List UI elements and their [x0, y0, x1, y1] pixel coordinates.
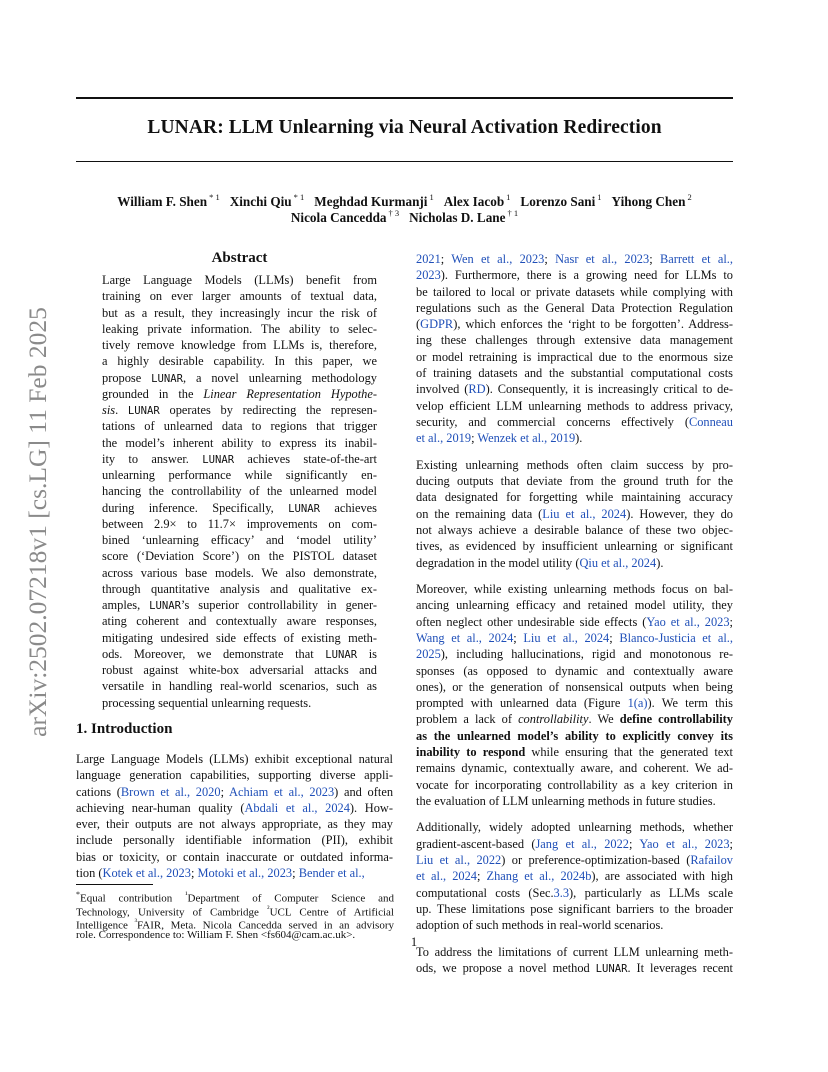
right-column-line: remains dynamic, contextually aware, and coherent. We ad- [416, 761, 733, 776]
right-column-line: ing these challenges through extensive data management [416, 333, 733, 348]
right-column-line: ods, we propose a novel method LUNAR. It leverages recent [416, 960, 733, 975]
page-number: 1 [410, 935, 418, 949]
right-column-line: ancing unlearning efficacy and retained model utility, they [416, 598, 733, 613]
abstract-body [102, 272, 377, 711]
abstract-line: amples, LUNAR’s superior controllability in gener- [102, 598, 377, 612]
right-column-line: regulations such as the General Data Protection Regulation [416, 300, 733, 315]
section-heading-introduction: 1. Introduction [76, 721, 173, 737]
right-column-line: ducing outputs that deviate from the ground truth for the [416, 474, 733, 489]
arxiv-stamp [20, 287, 56, 757]
footnote-line: Technology, University of Cambridge $^{^2}$UCL Centre of Artificial [76, 903, 394, 919]
author-affiliation-mark: 1 [506, 192, 511, 202]
right-column-line: Moreover, while existing unlearning methods focus on bal- [416, 582, 733, 597]
author-name: William F. Shen [117, 194, 208, 209]
abstract-line: hancing the controllability of the unlearned model [102, 484, 377, 499]
intro-line: language generation capabilities, supporting diverse appli- [76, 768, 393, 783]
intro-line: cations (Brown et al., 2020; Achiam et al., 2023) and often [76, 784, 394, 799]
right-column-line: security, and commercial concerns effectively (Conneau [416, 414, 733, 429]
right-column-paragraph [416, 457, 733, 571]
title-rule-top [76, 97, 733, 99]
right-column-line: data designated for forgetting while maintaining accuracy [416, 490, 733, 505]
right-column-paragraph [416, 819, 733, 933]
intro-line: ever, their outputs are not always appropriate, as they may [76, 817, 393, 832]
intro-line: include personally identifiable information (PII), exhibit [76, 833, 393, 848]
paper-title: LUNAR: LLM Unlearning via Neural Activation Redirection [147, 117, 662, 138]
abstract-line: ity to answer. LUNAR achieves state-of-the-art [102, 451, 378, 466]
right-column-line: as the unlearned model’s ability to explicitly convey its [416, 728, 733, 743]
right-column-line: Existing unlearning methods often claim success by pro- [416, 457, 733, 472]
right-column-line: gradient-ascent-based (Jang et al., 2022; Yao et al., 2023; [416, 836, 733, 851]
abstract-line: score (‘Deviation Score’) on the PISTOL dataset [102, 549, 377, 564]
author-name: Nicola Cancedda [290, 210, 387, 225]
right-column-line: 2023). Furthermore, there is a growing need for LLMs to [416, 268, 733, 283]
abstract-line: during inference. Specifically, LUNAR achieves [102, 500, 377, 515]
abstract-line: propose LUNAR, a novel unlearning methodology [102, 370, 377, 385]
abstract-line: ating coherent and contextually aware responses, [102, 614, 377, 629]
author-affiliation-mark: † 3 [388, 208, 400, 218]
footnote-rule [76, 884, 153, 885]
abstract-line: tations of unlearned data to regions that trigger [102, 419, 377, 434]
abstract-line: across various base models. We also demonstrate, [102, 565, 377, 580]
right-column-line: (GDPR), which enforces the ‘right to be forgotten’. Address- [416, 317, 733, 332]
introduction-body [76, 751, 393, 881]
abstract-line: leaking private information. The ability to selec- [102, 321, 377, 336]
author-affiliation-mark: * 1 [293, 192, 305, 202]
abstract-line: grounded in the Linear Representation Hypothe- [102, 386, 377, 401]
footnote-line: role. Correspondence to: William F. Shen <fs604@cam.ac.uk>. [76, 928, 356, 941]
arxiv-id: arXiv:2502.07218v1 [cs.LG] 11 Feb 2025 [23, 307, 52, 737]
right-column-line: Wang et al., 2024; Liu et al., 2024; Blanco-Justicia et al., [416, 630, 733, 645]
abstract-line: ods. Moreover, we demonstrate that LUNAR is [102, 646, 377, 661]
right-column-paragraph [416, 581, 733, 809]
right-column-line: 2021; Wen et al., 2023; Nasr et al., 2023; Barrett et al., [416, 252, 733, 266]
author-affiliation-mark: 1 [597, 192, 602, 202]
intro-line: bias or toxicity, or contain inaccurate or outdated informa- [76, 849, 393, 864]
author-name: Xinchi Qiu [229, 194, 292, 209]
abstract-line: mitigating undesired side effects of existing meth- [102, 630, 377, 645]
intro-line: tion (Kotek et al., 2023; Motoki et al., 2023; Bender et al., [76, 866, 365, 881]
abstract-line: between 2.9× to 11.7× improvements on com- [102, 516, 377, 531]
abstract-line: but as a result, they increasingly incur the risk of [102, 305, 377, 320]
author-name: Nicholas D. Lane [409, 210, 506, 225]
title-rule-bottom [76, 161, 733, 162]
right-column-line: et al., 2024; Zhang et al., 2024b), are associated with high [416, 869, 733, 884]
author-name: Lorenzo Sani [520, 194, 596, 209]
right-column-line: of training datasets and the substantial computational costs [416, 366, 733, 381]
right-column-line: problem a lack of controllability. We define controllability [416, 712, 733, 727]
right-column-line: be tailored to local or private datasets while complying with [416, 284, 733, 299]
abstract-line: tively remove knowledge from LLMs is, therefore, [102, 338, 377, 352]
abstract-line: processing sequential unlearning requests. [102, 695, 312, 710]
right-column-line: inability to respond while ensuring that the generated text [416, 744, 733, 759]
author-affiliation-mark: 2 [687, 192, 692, 202]
abstract-line: sis. LUNAR operates by redirecting the represen- [102, 403, 377, 417]
abstract-line: unlearning performance while significantly en- [102, 468, 377, 482]
right-column [416, 251, 733, 986]
abstract-line: the model’s inherent ability to express its inabil- [102, 435, 377, 450]
right-column-line: To address the limitations of current LLM unlearning meth- [416, 944, 733, 959]
right-column-line: Additionally, widely adopted unlearning methods, whether [416, 820, 733, 835]
abstract-heading: Abstract [211, 250, 268, 266]
right-column-line: or model retraining is impractical due to the enormous size [416, 349, 733, 364]
author-name: Meghdad Kurmanji [314, 194, 428, 209]
abstract-line: Large Language Models (LLMs) benefit from [102, 273, 377, 287]
author-list-line2 [76, 208, 733, 226]
right-column-line: the evaluation of LLM unlearning methods in future studies. [416, 793, 716, 808]
right-column-line: et al., 2019; Wenzek et al., 2019). [416, 431, 583, 446]
right-column-line: tives, as evidenced by insufficient unlearning or significant [416, 539, 733, 554]
footnote-line: *Equal contribution $^{^1}$Department of Computer Science and [76, 890, 394, 905]
intro-line: achieving near-human quality (Abdali et al., 2024). How- [76, 800, 393, 815]
abstract-line: training on ever larger amounts of textual data, [102, 289, 377, 304]
right-column-line: adoption of such methods in real-world scenarios. [416, 918, 664, 933]
right-column-line: prompted with unlearned data (Figure 1(a)). We term this [416, 696, 733, 711]
right-column-line: not always achieve a desirable balance of these two objec- [416, 522, 733, 537]
right-column-paragraph [416, 251, 733, 447]
intro-line: Large Language Models (LLMs) exhibit exceptional natural [76, 752, 393, 766]
right-column-line: vocate for incorporating controllability as a key criterion in [416, 777, 733, 792]
right-column-line: 2025), including hallucinations, rigid and monotonous re- [416, 647, 733, 662]
right-column-line: often neglect other undesirable side effects (Yao et al., 2023; [416, 614, 733, 629]
right-column-line: velop efficient LLM unlearning methods to address privacy, [416, 398, 733, 413]
abstract-line: a highly desirable capability. In this paper, we [102, 354, 377, 369]
author-affiliation-mark: * 1 [209, 192, 220, 202]
right-column-line: ones), or the generation of nonsensical outputs when being [416, 679, 733, 694]
right-column-line: up. These limitations pose significant barriers to the broader [416, 901, 733, 916]
right-column-line: on the remaining data (Liu et al., 2024). However, they do [416, 506, 733, 521]
right-column-line: sponses (as opposed to dynamic and contextually aware [416, 663, 733, 678]
abstract-line: bined ‘unlearning efficacy’ and ‘model utility’ [102, 533, 377, 547]
right-column-line: involved (RD). Consequently, it is increasingly critical to de- [416, 382, 733, 397]
author-affiliation-mark: 1 [429, 192, 434, 202]
right-column-line: computational costs (Sec.3.3), particularly as LLMs scale [416, 885, 733, 900]
abstract-line: robust against white-box adversarial attacks and [102, 663, 377, 677]
right-column-line: Liu et al., 2022) or preference-optimization-based (Rafailov [416, 852, 733, 867]
right-column-line: degradation in the model utility (Qiu et al., 2024). [416, 555, 664, 570]
footnote-line: Intelligence $^{^3}$FAIR, Meta. Nicola Cancedda served in an advisory [76, 917, 394, 932]
abstract-line: through quantitative analysis and qualitative ex- [102, 581, 377, 596]
author-name: Alex Iacob [443, 194, 505, 209]
abstract-line: versatile in handling real-world scenarios, such as [102, 679, 377, 694]
author-name: Yihong Chen [611, 194, 686, 209]
author-affiliation-mark: † 1 [507, 208, 519, 218]
